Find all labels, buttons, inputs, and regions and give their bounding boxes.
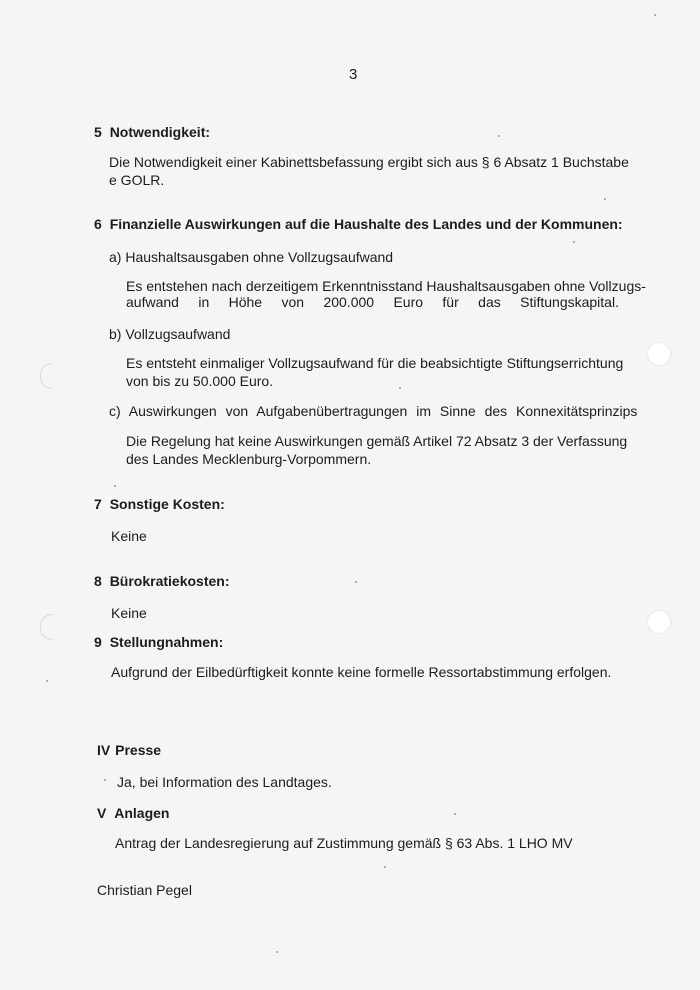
section-5-heading — [94, 124, 210, 140]
word: Höhe — [228, 294, 263, 310]
section-iv-body: Ja, bei Information des Landtages. — [117, 774, 332, 790]
punch-hole-top — [648, 343, 670, 365]
scan-speck — [654, 14, 656, 16]
section-v-body: Antrag der Landesregierung auf Zustimmung gemäß § 63 Abs. 1 LHO MV — [115, 835, 573, 851]
section-7-title: Sonstige Kosten: — [109, 496, 225, 512]
scan-speck — [104, 779, 106, 781]
section-6-title: Finanzielle Auswirkungen auf die Haushalte des Landes und der Kommunen: — [109, 216, 623, 232]
section-7-heading — [94, 496, 225, 512]
section-iv-heading — [97, 742, 161, 758]
scan-speck — [384, 866, 386, 868]
scan-speck — [46, 680, 48, 682]
word: in — [198, 294, 210, 310]
section-6b-line-1: Es entsteht einmaliger Vollzugsaufwand für die beabsichtigte Stiftungserrichtung — [126, 355, 624, 371]
word: 200.000 — [323, 294, 375, 310]
section-6c-line-1: Die Regelung hat keine Auswirkungen gemäß Artikel 72 Absatz 3 der Verfassung — [126, 433, 628, 449]
scan-speck — [604, 198, 606, 200]
scan-speck — [454, 813, 456, 815]
section-7-number: 7 — [94, 496, 102, 512]
word: aufwand — [126, 294, 179, 310]
punch-hole-shadow-bottom — [40, 614, 53, 640]
section-9-number: 9 — [94, 634, 102, 650]
section-5-title: Notwendigkeit: — [109, 124, 211, 140]
word: für — [442, 294, 459, 310]
word: von — [281, 294, 305, 310]
section-9-heading — [94, 634, 223, 650]
page-number: 3 — [349, 66, 358, 83]
section-5-number: 5 — [94, 124, 102, 140]
section-8-number: 8 — [94, 573, 102, 589]
section-5-body-line-1: Die Notwendigkeit einer Kabinettsbefassung ergibt sich aus § 6 Absatz 1 Buchstabe — [109, 154, 629, 170]
section-6a-line-2 — [126, 294, 619, 310]
section-v-heading — [97, 805, 169, 821]
section-v-number: V — [97, 805, 107, 821]
word: das — [478, 294, 501, 310]
section-5-body-line-2: e GOLR. — [109, 172, 165, 188]
section-6a-line-1: Es entstehen nach derzeitigem Erkenntnisstand Haushaltsausgaben ohne Vollzugs- — [126, 278, 646, 294]
word: Euro — [393, 294, 424, 310]
punch-hole-bottom — [648, 611, 670, 633]
section-8-heading — [94, 573, 230, 589]
section-8-body: Keine — [111, 605, 147, 621]
section-6b-line-2: von bis zu 50.000 Euro. — [126, 373, 274, 389]
scan-speck — [498, 135, 500, 137]
section-7-body: Keine — [111, 528, 147, 544]
section-6a-label: a) Haushaltsausgaben ohne Vollzugsaufwand — [109, 249, 394, 265]
section-iv-number: IV — [97, 742, 111, 758]
scan-speck — [399, 387, 401, 389]
section-6c-label: c) Auswirkungen von Aufgabenübertragungen im Sinne des Konnexitätsprinzips — [109, 403, 638, 419]
punch-hole-shadow-top — [40, 363, 53, 389]
section-9-title: Stellungnahmen: — [109, 634, 224, 650]
word: Stiftungskapital. — [520, 294, 619, 310]
section-v-title: Anlagen — [114, 805, 170, 821]
scan-speck — [573, 241, 575, 243]
section-6-heading — [94, 216, 623, 232]
section-6-number: 6 — [94, 216, 102, 232]
signature-name: Christian Pegel — [97, 882, 192, 898]
section-8-title: Bürokratiekosten: — [109, 573, 230, 589]
section-iv-title: Presse — [115, 742, 162, 758]
section-6c-line-2: des Landes Mecklenburg-Vorpommern. — [126, 451, 372, 467]
scan-speck — [355, 581, 357, 583]
section-9-body: Aufgrund der Eilbedürftigkeit konnte keine formelle Ressortabstimmung erfolgen. — [111, 664, 612, 680]
scan-speck — [114, 485, 116, 487]
scan-speck — [276, 951, 278, 953]
section-6b-label: b) Vollzugsaufwand — [109, 326, 231, 342]
